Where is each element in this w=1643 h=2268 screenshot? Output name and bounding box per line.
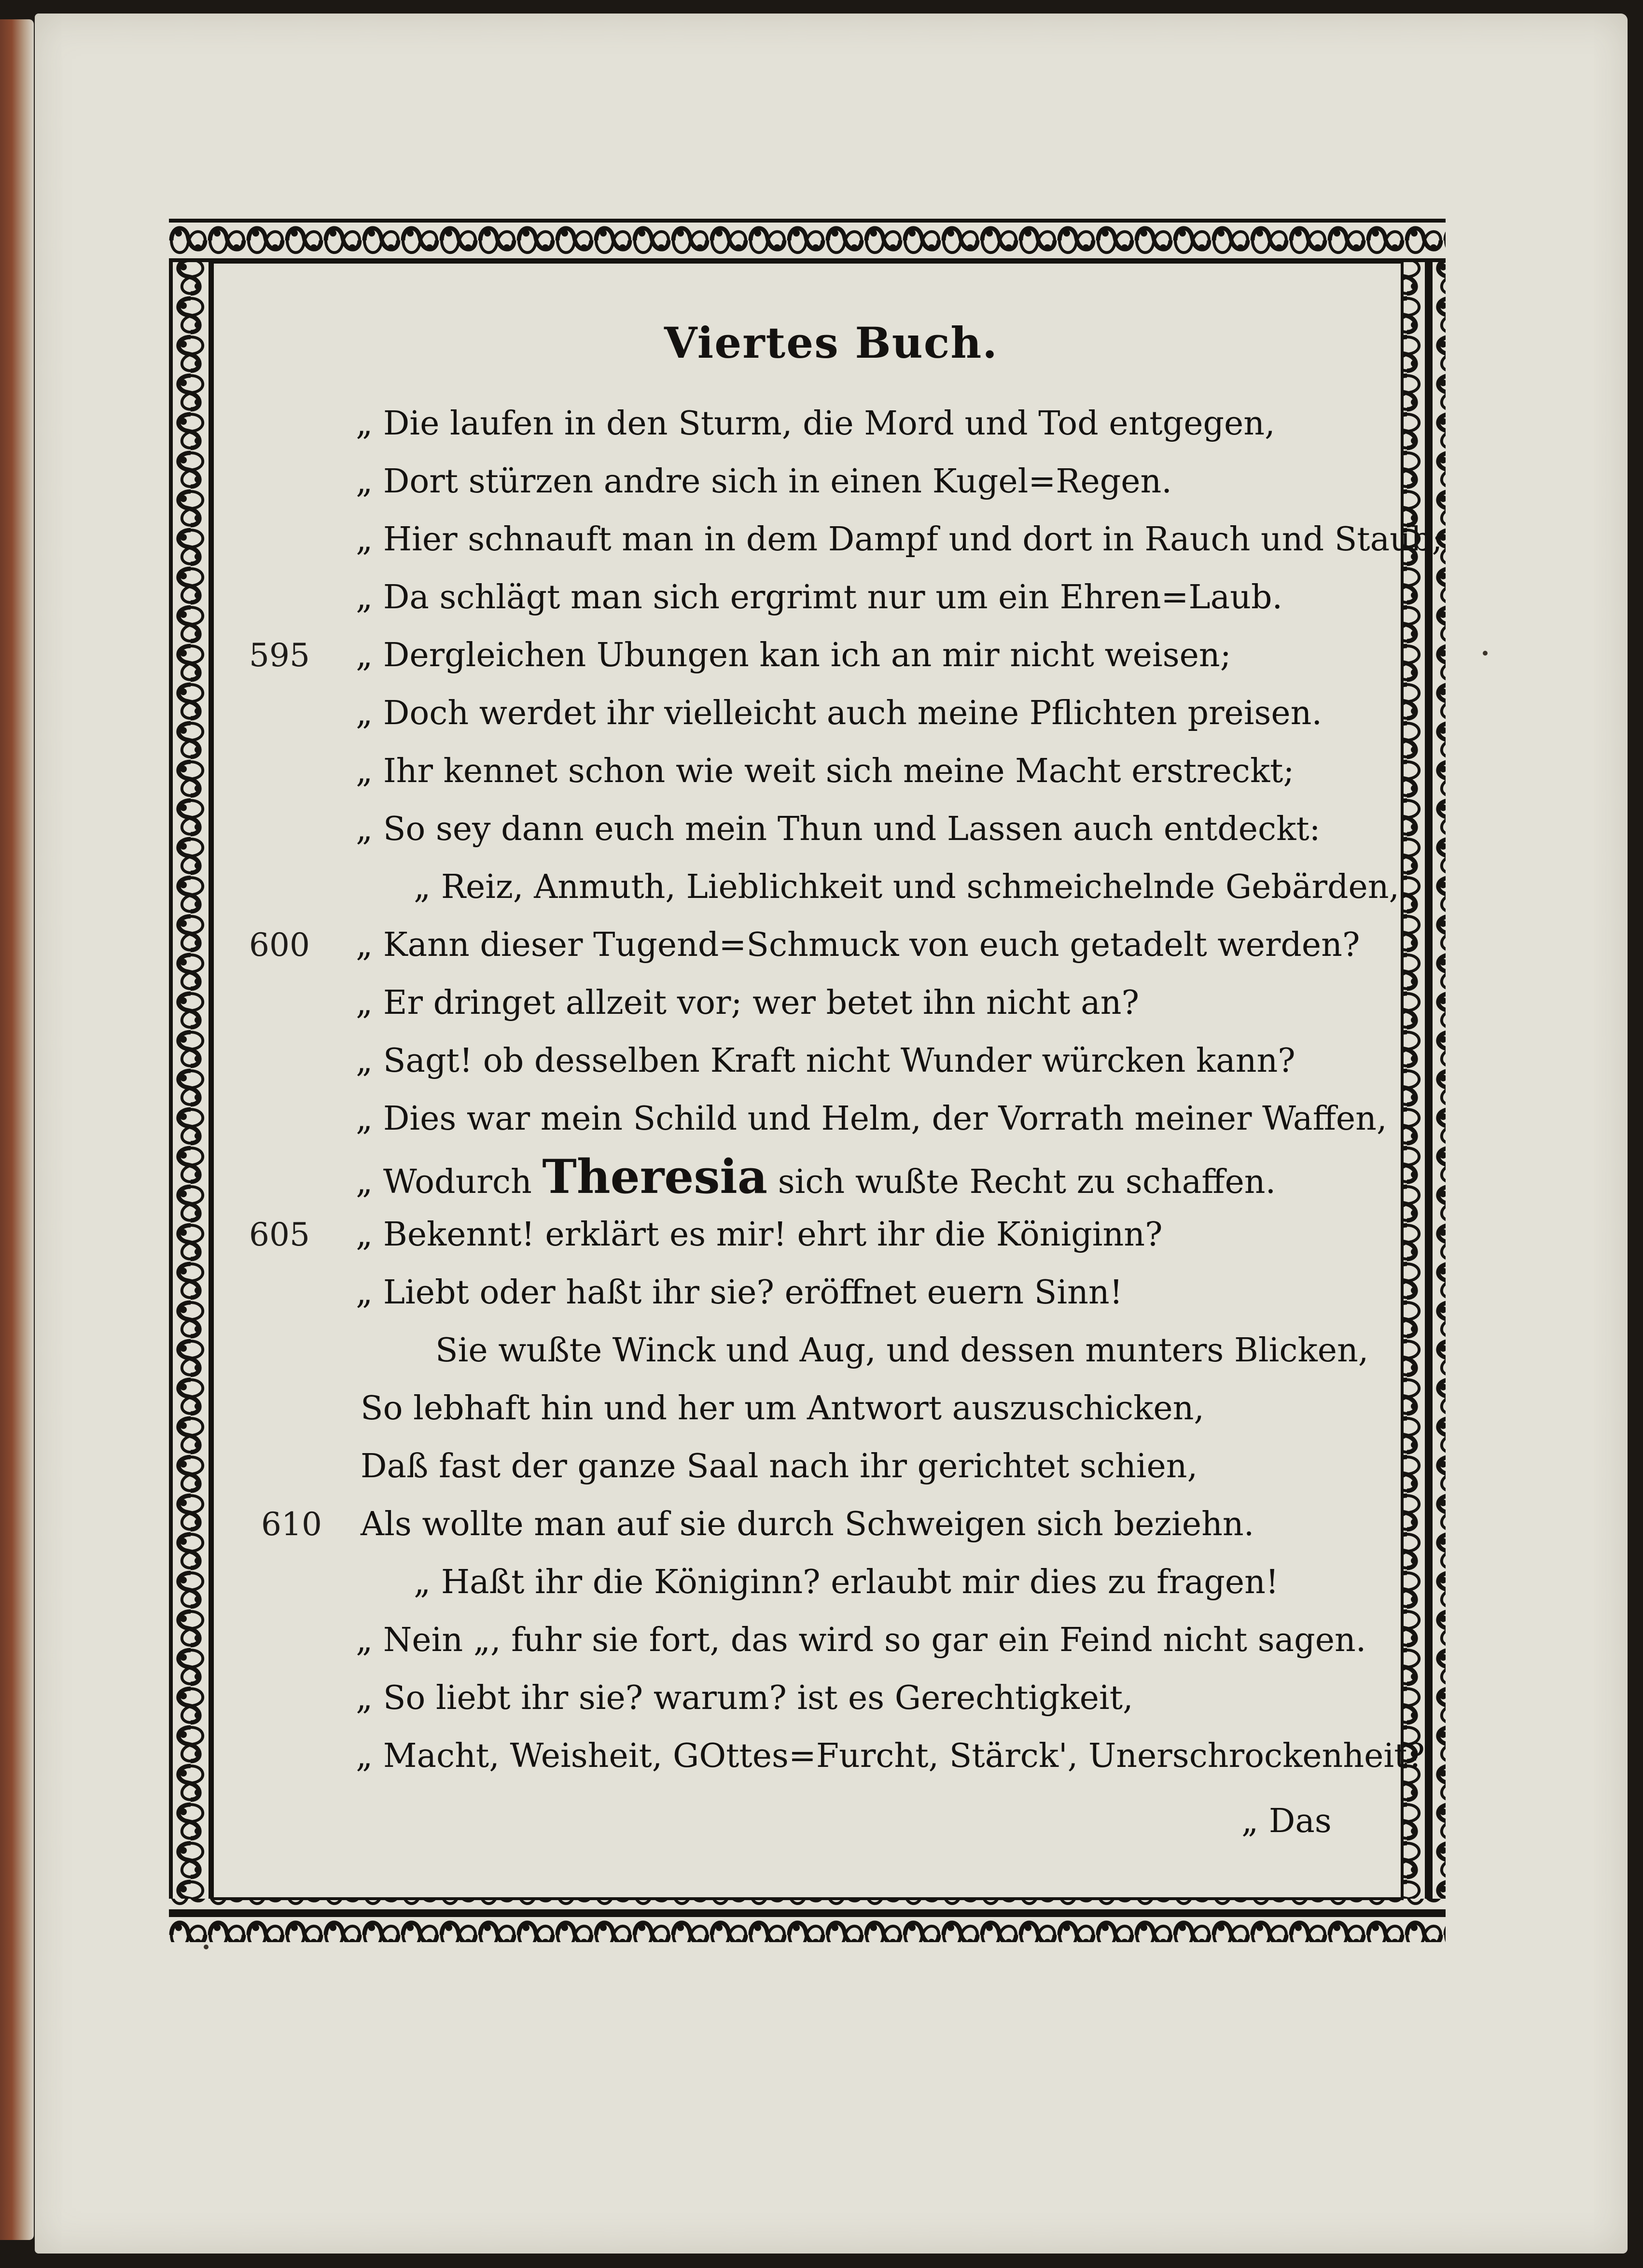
verse-line: „ Dort stürzen andre sich in einen Kugel=Regen. bbox=[356, 462, 1172, 501]
poem-text-area bbox=[252, 298, 1443, 1872]
emphasized-name: Theresia bbox=[542, 1149, 768, 1204]
verse-line: „ Kann dieser Tugend=Schmuck von euch getadelt werden? bbox=[356, 926, 1360, 964]
verse-line: „ Haßt ihr die Königinn? erlaubt mir dies zu fragen! bbox=[414, 1563, 1279, 1601]
verse-line: So lebhaft hin und her um Antwort auszuschicken, bbox=[361, 1389, 1204, 1428]
verse-number: 600 bbox=[249, 926, 310, 964]
verse-line-start: „ Wodurch bbox=[356, 1163, 543, 1201]
verse-line: „ Dies war mein Schild und Helm, der Vorrath meiner Waffen, bbox=[356, 1100, 1387, 1138]
verse-line: Sie wußte Winck und Aug, und dessen munters Blicken, bbox=[435, 1331, 1369, 1370]
verse-line: Daß fast der ganze Saal nach ihr gerichtet schien, bbox=[361, 1447, 1198, 1485]
verse-line: „ Doch werdet ihr vielleicht auch meine Pflichten preisen. bbox=[356, 694, 1323, 732]
verse-line: „ Ihr kennet schon wie weit sich meine Macht erstreckt; bbox=[356, 752, 1295, 790]
verse-line: „ Hier schnauft man in dem Dampf und dort in Rauch und Staub; bbox=[356, 520, 1443, 559]
verse-number: 605 bbox=[249, 1216, 310, 1253]
verse-line: „ Reiz, Anmuth, Lieblichkeit und schmeichelnde Gebärden, bbox=[414, 868, 1400, 906]
verse-line: Als wollte man auf sie durch Schweigen sich beziehn. bbox=[361, 1505, 1254, 1543]
verse-line bbox=[252, 1149, 1514, 1204]
verse-line: „ Nein „, fuhr sie fort, das wird so gar ein Feind nicht sagen. bbox=[356, 1621, 1366, 1659]
verse-line: „ So liebt ihr sie? warum? ist es Gerechtigkeit, bbox=[356, 1679, 1133, 1717]
paper-speck bbox=[204, 1945, 209, 1949]
verse-line: „ Macht, Weisheit, GOttes=Furcht, Stärck', Unerschrockenheit? bbox=[356, 1737, 1425, 1775]
book-page bbox=[35, 14, 1628, 2254]
verse-line: „ Dergleichen Ubungen kan ich an mir nicht weisen; bbox=[356, 636, 1231, 674]
verse-line-end: sich wußte Recht zu schaffen. bbox=[767, 1163, 1276, 1201]
catchword: „ Das bbox=[1241, 1802, 1332, 1840]
verse-line: „ Da schlägt man sich ergrimt nur um ein Ehren=Laub. bbox=[356, 578, 1283, 616]
verse-line: „ Die laufen in den Sturm, die Mord und Tod entgegen, bbox=[356, 405, 1275, 443]
verse-line: „ Liebt oder haßt ihr sie? eröffnet euern Sinn! bbox=[356, 1274, 1123, 1312]
verse-line: „ So sey dann euch mein Thun und Lassen auch entdeckt: bbox=[356, 810, 1321, 848]
verse-line: „ Bekennt! erklärt es mir! ehrt ihr die Königinn? bbox=[356, 1216, 1163, 1254]
previous-page-edge bbox=[0, 19, 34, 2240]
page-heading: Viertes Buch. bbox=[664, 318, 998, 368]
verse-number: 610 bbox=[261, 1506, 322, 1543]
verse-line: „ Er dringet allzeit vor; wer betet ihn nicht an? bbox=[356, 984, 1140, 1022]
verse-number: 595 bbox=[249, 637, 310, 674]
verse-line: „ Sagt! ob desselben Kraft nicht Wunder würcken kann? bbox=[356, 1042, 1295, 1080]
